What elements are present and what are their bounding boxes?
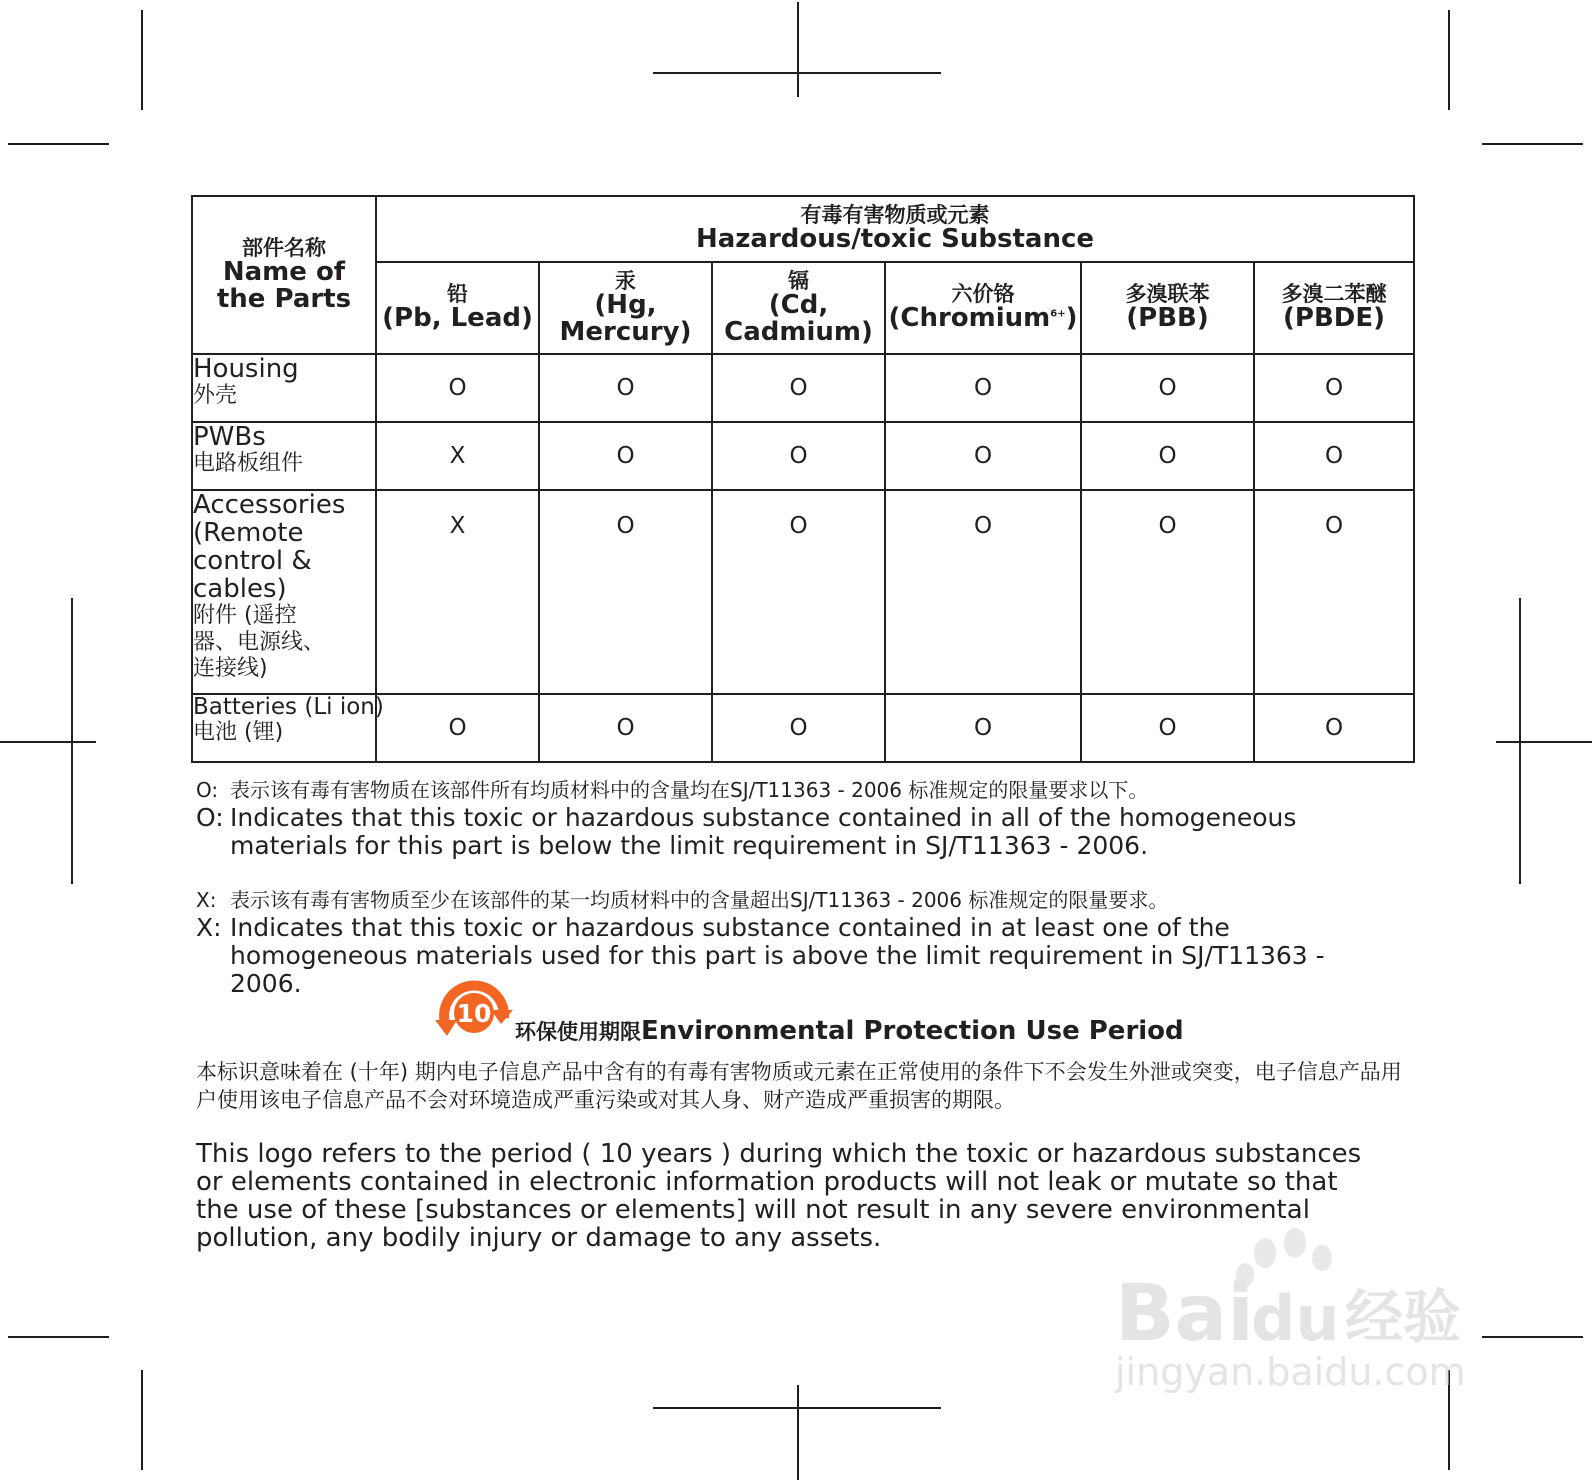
registration-mark	[653, 1407, 941, 1409]
registration-mark	[1496, 741, 1592, 743]
watermark-url: jingyan.baidu.com	[1115, 1350, 1466, 1394]
registration-mark	[797, 2, 799, 97]
status-mark: O	[885, 490, 1081, 694]
epup-section	[431, 976, 1331, 1050]
part-name-zh: 外壳	[193, 383, 238, 409]
status-mark: O	[1081, 490, 1254, 694]
substance-group-header-zh: 有毒有害物质或元素	[800, 203, 990, 228]
registration-mark	[797, 1385, 799, 1480]
status-mark: O	[1254, 490, 1414, 694]
substance-group-header-en: Hazardous/toxic Substance	[695, 224, 1095, 255]
crop-mark	[8, 1336, 109, 1338]
status-mark: X	[376, 490, 539, 694]
part-name-en: Batteries (Li ion)	[193, 694, 384, 720]
registration-mark	[653, 72, 941, 74]
registration-mark	[0, 741, 96, 743]
status-mark: O	[539, 694, 712, 762]
substance-zh: 镉	[788, 268, 809, 293]
part-name-zh: 附件 (遥控	[193, 603, 297, 629]
status-mark: O	[1081, 354, 1254, 422]
status-mark: O	[885, 354, 1081, 422]
baidu-jingyan-watermark	[1115, 1225, 1480, 1395]
part-name-en: (Remote	[193, 518, 304, 549]
substance-zh: 多溴二苯醚	[1281, 282, 1387, 307]
legend-note-o	[196, 776, 1396, 860]
substance-en	[886, 305, 1080, 332]
crop-mark	[141, 10, 143, 110]
parts-header-en: the Parts	[216, 284, 352, 315]
crop-mark	[8, 143, 109, 145]
legend-symbol-o: O:	[196, 803, 224, 832]
substance-en-main: (Chromium	[888, 303, 1051, 334]
substance-zh: 多溴联苯	[1125, 282, 1210, 307]
status-mark: O	[376, 694, 539, 762]
epup-description-en: This logo refers to the period ( 10 years ) during which the toxic or hazardous substances or elements contained in electronic information products will not leak or mutate so that the use of these [substances or elements] will not result in any severe environmental pollution, any bodily injury or damage to any assets.	[196, 1139, 1362, 1253]
substance-zh: 铅	[447, 282, 468, 307]
substance-header-mercury	[539, 262, 712, 354]
substance-header-pbde	[1254, 262, 1414, 354]
part-name-en: cables)	[193, 574, 287, 605]
crop-mark	[1482, 1336, 1583, 1338]
epup-logo-number: 10	[456, 999, 492, 1028]
legend-symbol-x: X:	[196, 913, 222, 942]
substance-en: Mercury)	[559, 317, 692, 348]
crop-mark	[1482, 143, 1583, 145]
epup-title	[515, 1016, 1184, 1046]
status-mark: O	[1254, 694, 1414, 762]
status-mark: O	[539, 422, 712, 490]
legend-symbol-x: X:	[196, 888, 217, 912]
watermark-brand-zh: 经验	[1345, 1283, 1462, 1351]
substance-en: Cadmium)	[724, 317, 873, 348]
status-mark: O	[712, 694, 885, 762]
status-mark: O	[1081, 422, 1254, 490]
legend-text-en: Indicates that this toxic or hazardous substance contained in at least one of the homogeneous materials used for this part is above the limit requirement in SJ/T11363 - 2006.	[230, 913, 1325, 998]
status-mark: O	[539, 354, 712, 422]
part-name-cell	[192, 490, 376, 694]
substance-header-cadmium	[712, 262, 885, 354]
part-name-zh: 电池 (锂)	[193, 719, 284, 745]
table-row	[192, 490, 1414, 694]
legend-symbol-o: O:	[196, 778, 219, 802]
table-row	[192, 422, 1414, 490]
substance-en: (Pb, Lead)	[382, 303, 533, 334]
substance-zh: 汞	[615, 268, 636, 293]
epup-description-zh: 本标识意味着在 (十年) 期内电子信息产品中含有的有毒有害物质或元素在正常使用的条件下不会发生外泄或突变，电子信息产品用户使用该电子信息产品不会对环境造成严重污染或对其人身、财产造成严重损害的期限。	[196, 1060, 1402, 1112]
status-mark: O	[376, 354, 539, 422]
substance-group-header	[376, 196, 1414, 262]
status-mark: O	[1081, 694, 1254, 762]
part-name-en: control &	[193, 546, 312, 577]
part-name-cell	[192, 694, 384, 762]
parts-header-zh: 部件名称	[242, 235, 326, 260]
substance-header-chromium	[885, 262, 1081, 354]
part-name-en: Housing	[193, 354, 299, 384]
hazardous-substance-table	[191, 195, 1415, 763]
legend-text-en: Indicates that this toxic or hazardous substance contained in all of the homogeneous materials for this part is below the limit requirement in SJ/T11363 - 2006.	[230, 803, 1297, 860]
crop-mark	[1448, 10, 1450, 110]
status-mark: O	[539, 490, 712, 694]
substance-header-lead	[376, 262, 539, 354]
epup-10-year-logo-icon	[431, 976, 517, 1050]
part-name-zh: 器、电源线、	[193, 629, 326, 655]
substance-header-pbb	[1081, 262, 1254, 354]
substance-en: (Cd,	[768, 289, 829, 320]
status-mark: O	[885, 694, 1081, 762]
substance-zh: 六价铬	[951, 282, 1015, 307]
substance-en: (PBDE)	[1283, 303, 1385, 334]
parts-header	[192, 196, 376, 354]
epup-title-en: Environmental Protection Use Period	[641, 1016, 1184, 1046]
table-row	[192, 354, 1414, 422]
legend-text-zh: 表示该有毒有害物质在该部件所有均质材料中的含量均在SJ/T11363 - 2006 标准规定的限量要求以下。	[230, 778, 1149, 802]
substance-en-tail: )	[1065, 303, 1078, 334]
table-row	[192, 694, 1414, 762]
part-name-zh: 连接线)	[193, 656, 268, 682]
watermark-brand-2: du	[1251, 1282, 1340, 1355]
status-mark: O	[1254, 422, 1414, 490]
parts-header-en: Name of	[222, 256, 346, 287]
part-name-en: Accessories	[193, 490, 346, 520]
crop-mark	[141, 1370, 143, 1470]
part-name-en: PWBs	[193, 422, 266, 452]
status-mark: O	[712, 490, 885, 694]
status-mark: O	[712, 422, 885, 490]
part-name-cell	[192, 422, 376, 490]
epup-title-zh: 环保使用期限	[515, 1020, 641, 1044]
watermark-brand: Bai	[1115, 1269, 1254, 1359]
status-mark: O	[1254, 354, 1414, 422]
status-mark: X	[376, 422, 539, 490]
status-mark: O	[885, 422, 1081, 490]
status-mark: O	[712, 354, 885, 422]
substance-en: (Hg,	[594, 289, 657, 320]
part-name-cell	[192, 354, 376, 422]
part-name-zh: 电路板组件	[193, 451, 304, 477]
legend-text-zh: 表示该有毒有害物质至少在该部件的某一均质材料中的含量超出SJ/T11363 - 2006 标准规定的限量要求。	[230, 888, 1169, 912]
substance-en: (PBB)	[1126, 303, 1209, 334]
substance-en-superscript: 6+	[1050, 308, 1066, 320]
